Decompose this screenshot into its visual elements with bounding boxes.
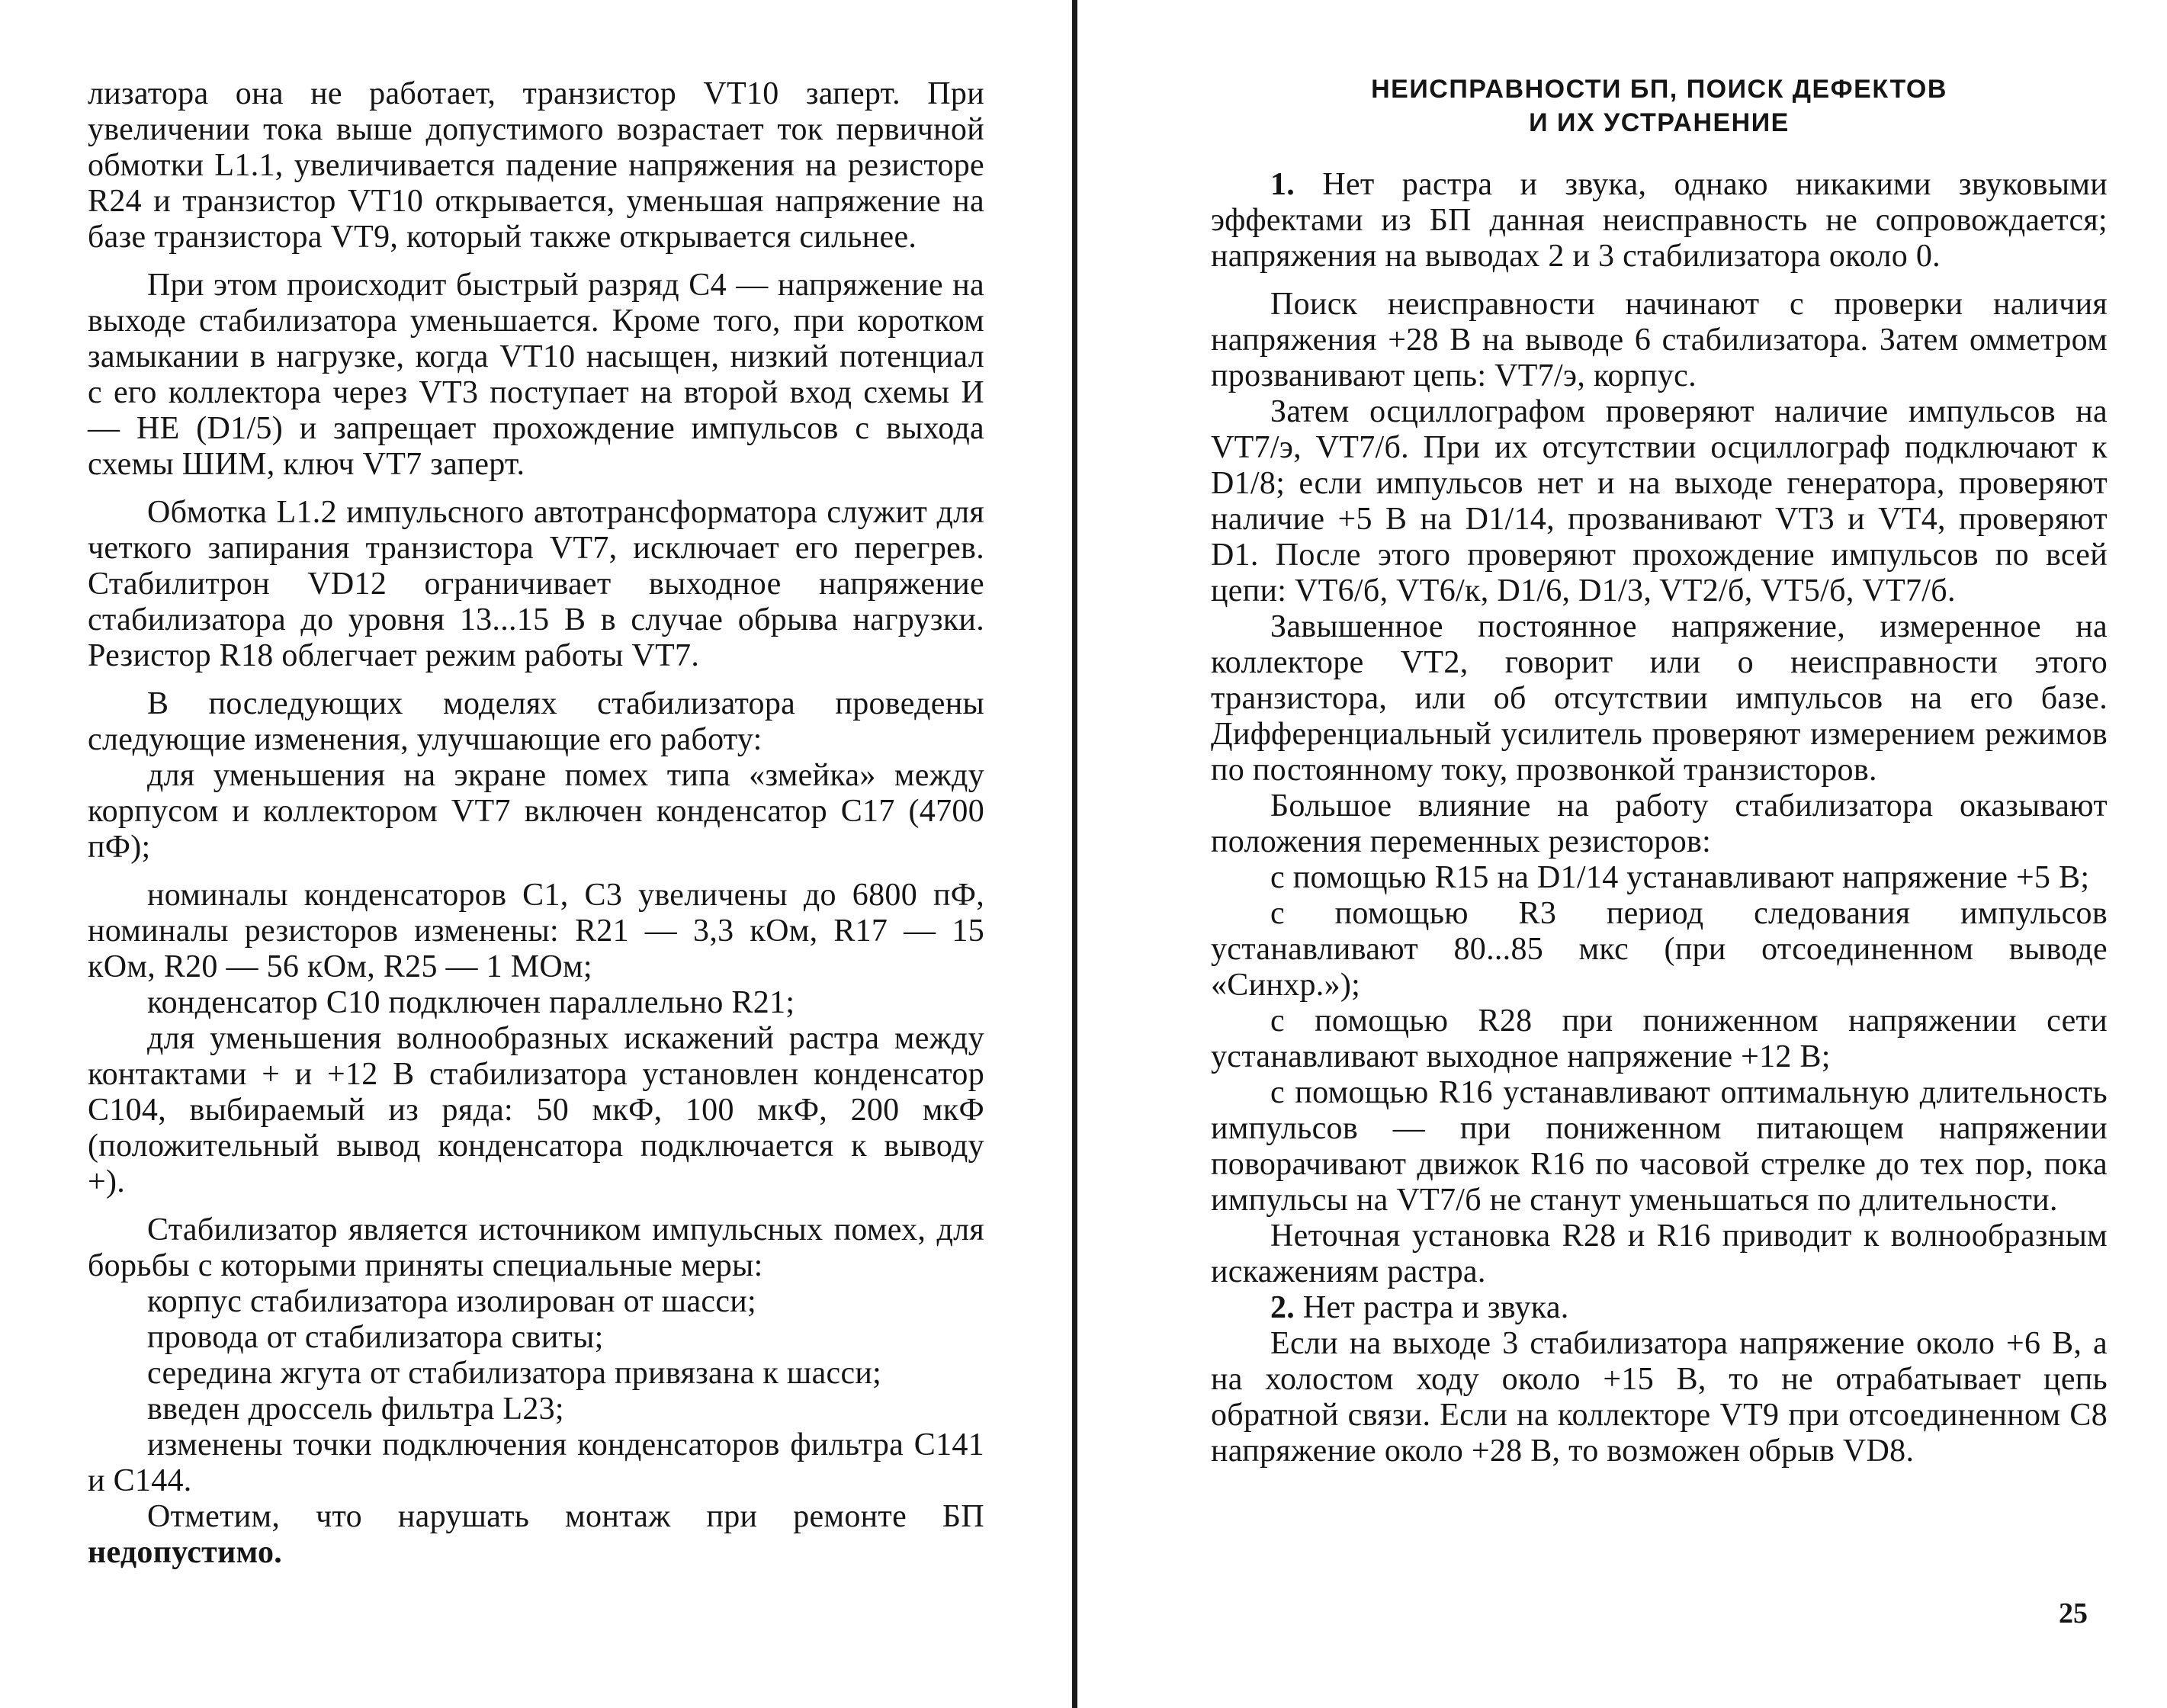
right-text-column [1211,72,2108,1469]
paragraph: Большое влияние на работу стабилизатора оказывают положения переменных резисторов: [1211,788,2108,859]
page-number: 25 [2059,1597,2088,1629]
paragraph: Обмотка L1.2 импульсного автотрансформатора служит для четкого запирания транзистора VT7, исключает его перегрев. Стабилитрон VD12 ограничивает выходное напряжение стабилизатора до уровня 13...15 В в случае обрыва нагрузки. Резистор R18 облегчает режим работы VT7. [88,495,984,673]
case-1-number: 1. [1270,167,1295,202]
left-text-column [88,76,984,1571]
list-item: провода от стабилизатора свиты; [147,1320,604,1355]
case-2-number: 2. [1270,1290,1295,1325]
right-page [1081,0,2167,1708]
paragraph: Затем осциллографом проверяют наличие импульсов на VT7/э, VT7/б. При их отсутствии осциллограф подключают к D1/8; если импульсов нет и на выходе генератора, проверяют наличие +5 В на D1/14, прозванивают VT3 и VT4, проверяют D1. После этого проверяют прохождение импульсов по всей цепи: VT6/б, VT6/к, D1/6, D1/3, VT2/б, VT5/б, VT7/б. [1211,394,2108,608]
paragraph: Неточная установка R28 и R16 приводит к волнообразным искажениям растра. [1211,1218,2108,1289]
paragraph: При этом происходит быстрый разряд C4 — напряжение на выходе стабилизатора уменьшается. Кроме того, при коротком замыкании в нагрузке, когда VT10 насыщен, низкий потенциал с его коллектора через VT3 поступает на второй вход схемы И — НЕ (D1/5) и запрещает прохождение импульсов с выхода схемы ШИМ, ключ VT7 заперт. [88,268,984,482]
final-paragraph-bold: недопустимо. [88,1535,283,1570]
heading-line-2: И ИХ УСТРАНЕНИЕ [1529,108,1790,137]
list-item: номиналы конденсаторов C1, C3 увеличены до 6800 пФ, номиналы резисторов изменены: R21 — 3,3 кОм, R17 — 15 кОм, R20 — 56 кОм, R25 — 1 МОм; [88,878,984,984]
list-item: для уменьшения волнообразных искажений растра между контактами + и +12 В стабилизатора установлен конденсатор C104, выбираемый из ряда: 50 мкФ, 100 мкФ, 200 мкФ (положительный вывод конденсатора подключается к выводу +). [88,1021,984,1199]
paragraph: Поиск неисправности начинают с проверки наличия напряжения +28 В на выводе 6 стабилизатора. Затем омметром прозванивают цепь: VT7/э, корпус. [1211,287,2108,393]
list-item: с помощью R16 устанавливают оптимальную длительность импульсов — при пониженном питающем напряжении поворачивают движок R16 по часовой стрелке до тех пор, пока импульсы на VT7/б не станут уменьшаться по длительности. [1211,1075,2108,1218]
list-item: корпус стабилизатора изолирован от шасси; [147,1284,757,1319]
case-2 [1211,1290,2108,1326]
case-2-text: Нет растра и звука. [1295,1290,1569,1325]
paragraph: Завышенное постоянное напряжение, измеренное на коллекторе VT2, говорит или о неисправности этого транзистора, или об отсутствии импульсов на его базе. Дифференциальный усилитель проверяют измерением режимов по постоянному току, прозвонкой транзисторов. [1211,609,2108,788]
book-spine [1072,0,1077,1708]
paragraph: Если на выходе 3 стабилизатора напряжение около +6 В, а на холостом ходу около +15 В, то не отрабатывает цепь обратной связи. Если на коллекторе VT9 при отсоединенном C8 напряжение около +28 В, то возможен обрыв VD8. [1211,1326,2108,1469]
final-paragraph [88,1499,984,1571]
list-item: середина жгута от стабилизатора привязана к шасси; [147,1356,882,1391]
list-item: конденсатор C10 подключен параллельно R21; [147,985,795,1020]
list-item: для уменьшения на экране помех типа «змейка» между корпусом и коллектором VT7 включен конденсатор C17 (4700 пФ); [88,758,984,865]
left-page [0,0,1067,1708]
list-item: с помощью R3 период следования импульсов устанавливают 80...85 мкс (при отсоединенном выводе «Синхр.»); [1211,896,2108,1003]
paragraph: лизатора она не работает, транзистор VT10 заперт. При увеличении тока выше допустимого возрастает ток первичной обмотки L1.1, увеличивается падение напряжения на резисторе R24 и транзистор VT10 открывается, уменьшая напряжение на базе транзистора VT9, который также открывается сильнее. [88,76,984,255]
case-1 [1211,167,2108,274]
paragraph: Стабилизатор является источником импульсных помех, для борьбы с которыми приняты специальные меры: [88,1212,984,1283]
list-item: с помощью R28 при пониженном напряжении сети устанавливают выходное напряжение +12 В; [1211,1003,2108,1074]
list-item: изменены точки подключения конденсаторов фильтра C141 и C144. [88,1427,984,1498]
list-item: с помощью R15 на D1/14 устанавливают напряжение +5 В; [1270,860,2090,895]
section-heading [1211,72,2108,140]
final-paragraph-text: Отметим, что нарушать монтаж при ремонте БП [147,1499,984,1534]
heading-line-1: НЕИСПРАВНОСТИ БП, ПОИСК ДЕФЕКТОВ [1371,75,1947,104]
case-1-text: Нет растра и звука, однако никакими звуковыми эффектами из БП данная неисправность не сопровождается; напряжения на выводах 2 и 3 стабилизатора около 0. [1211,167,2108,274]
paragraph: В последующих моделях стабилизатора проведены следующие изменения, улучшающие его работу: [88,686,984,757]
list-item: введен дроссель фильтра L23; [147,1392,564,1427]
